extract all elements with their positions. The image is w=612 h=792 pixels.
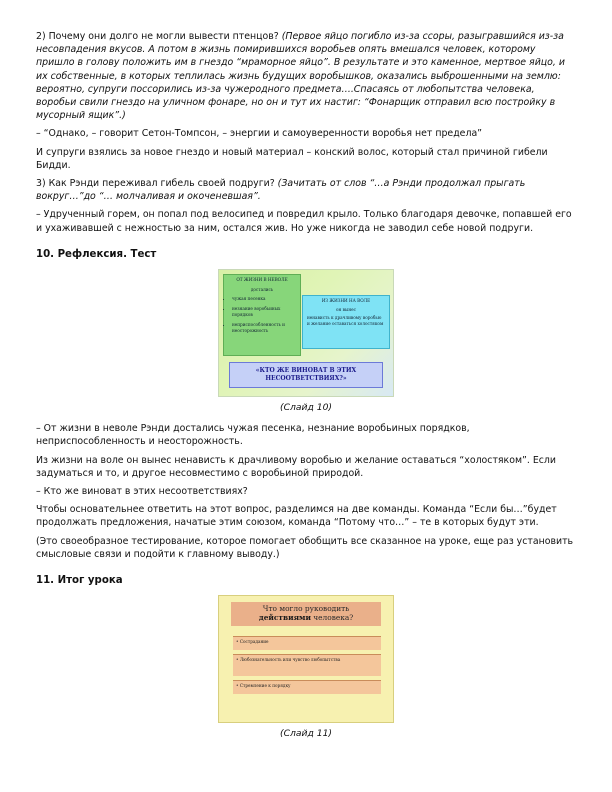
testing-paragraph: (Это своеобразное тестирование, которое помогает обобщить все сказанное на уроке, еще раз установить смысловые связи и подойти к главному выводу.)	[36, 535, 574, 560]
slide-10-caption: (Слайд 10)	[279, 402, 333, 414]
question-3-text: 3) Как Рэнди переживал гибель своей подруги?	[36, 178, 278, 190]
list-item: • неприспособленность и неосторожность	[232, 322, 300, 334]
question-3-answer: (Зачитать от слов “…а Рэнди продолжал прыгать вокруг…”до “… молчаливая и окоченевшая”.	[36, 178, 526, 203]
slide-11-row-label: Стремление к порядку	[239, 683, 291, 689]
slide-11-image	[218, 595, 394, 723]
slide-11-title-bold: действиями	[258, 613, 311, 623]
slide-11-title	[231, 602, 381, 626]
question-2-answer: (Первое яйцо погибло из-за ссоры, разыгравшийся из-за несовпадения вкусов. А потом в жизнь помирившихся воробьев опять вмешался человек, которому пришло в голову положить им в гнездо “мраморное яйцо”. В результате и это каменное, мертвое яйцо, и их собственные, в которых теплилась жизнь будущих воробышков, оказались выброшенными на землю: вероятно, супруги поссорились из-за чужеродного предмета….Спасаясь от любопытства человека, воробьи свили гнездо на уличном фонаре, но он и тут их настиг: “Фонарщик отправил всю постройку в мусорный ящик”.)	[36, 31, 565, 122]
question-2-text: 2) Почему они долго не могли вывести птенцов?	[36, 31, 282, 42]
new-nest-paragraph: И супруги взялись за новое гнездо и новый материал – конский волос, который стал причиной гибели Бидди.	[36, 146, 548, 171]
slide-11-title-rest: человека?	[310, 613, 354, 623]
author-quote: – “Однако, – говорит Сетон-Томпсон, – энергии и самоуверенности воробья нет предела”	[36, 128, 483, 140]
question-2	[36, 30, 576, 122]
slide-10-captivity-box	[223, 274, 301, 356]
summary-heading: 11. Итог урока	[36, 575, 123, 587]
slide-11-row: • Любознательность или чувство любопытства	[233, 654, 381, 676]
slide-11-row-label: Сострадание	[239, 639, 269, 645]
slide-11-row: • Стремление к порядку	[233, 680, 381, 694]
slide-10-question-banner: «КТО ЖЕ ВИНОВАТ В ЭТИХ НЕСООТВЕТСТВИЯХ?»	[229, 362, 383, 388]
slide-10-right-subtitle: он вынес	[336, 307, 356, 313]
slide-10-left-subtitle: достались	[250, 287, 274, 293]
reflection-heading: 10. Рефлексия. Тест	[36, 248, 157, 260]
slide-11-caption: (Слайд 11)	[279, 728, 333, 740]
slide-10-image	[218, 269, 394, 397]
question-3	[36, 177, 576, 203]
slide-11-title-line2	[231, 613, 381, 622]
slide-10-left-list	[224, 296, 300, 334]
slide-10-freedom-box	[302, 295, 390, 349]
freedom-paragraph: Из жизни на воле он вынес ненависть к драчливому воробью и желание оставаться “холостяком”. Если задуматься и то, и другое несовместимо с воробьиной природой.	[36, 454, 557, 479]
document-body	[36, 30, 576, 748]
slide-11-row: • Сострадание	[233, 636, 381, 650]
slide-10-left-title: ОТ ЖИЗНИ В НЕВОЛЕ	[236, 277, 288, 283]
teams-paragraph: Чтобы основательнее ответить на этот вопрос, разделимся на две команды. Команда “Если бы…”будет продолжать предложения, начатые этим союзом, команда “Потому что…” – те в которых будут эти.	[36, 504, 557, 529]
slide-10-right-body: ненависть к драчливому воробью и желание оставаться холостяком	[307, 315, 384, 327]
list-item: • чужая песенка	[232, 296, 300, 302]
who-guilty-paragraph: – Кто же виноват в этих несоответствиях?	[36, 486, 248, 498]
slide-11-row-label: Любознательность или чувство любопытства	[239, 657, 341, 663]
list-item: • незнание воробьиных порядков	[232, 306, 300, 318]
slide-11-title-line1: Что могло руководить	[262, 604, 350, 614]
captivity-paragraph: – От жизни в неволе Рэнди достались чужая песенка, незнание воробьиных порядков, неприспособленность и неосторожность.	[36, 423, 470, 448]
slide-10-right-title: ИЗ ЖИЗНИ НА ВОЛЕ	[321, 298, 371, 304]
grief-paragraph: – Удрученный горем, он попал под велосипед и повредил крыло. Только благодаря девочке, попавшей его и ухаживавшей с нежностью за ним, остался жив. Но уже никогда не заводил себе новой подруги.	[36, 209, 572, 234]
